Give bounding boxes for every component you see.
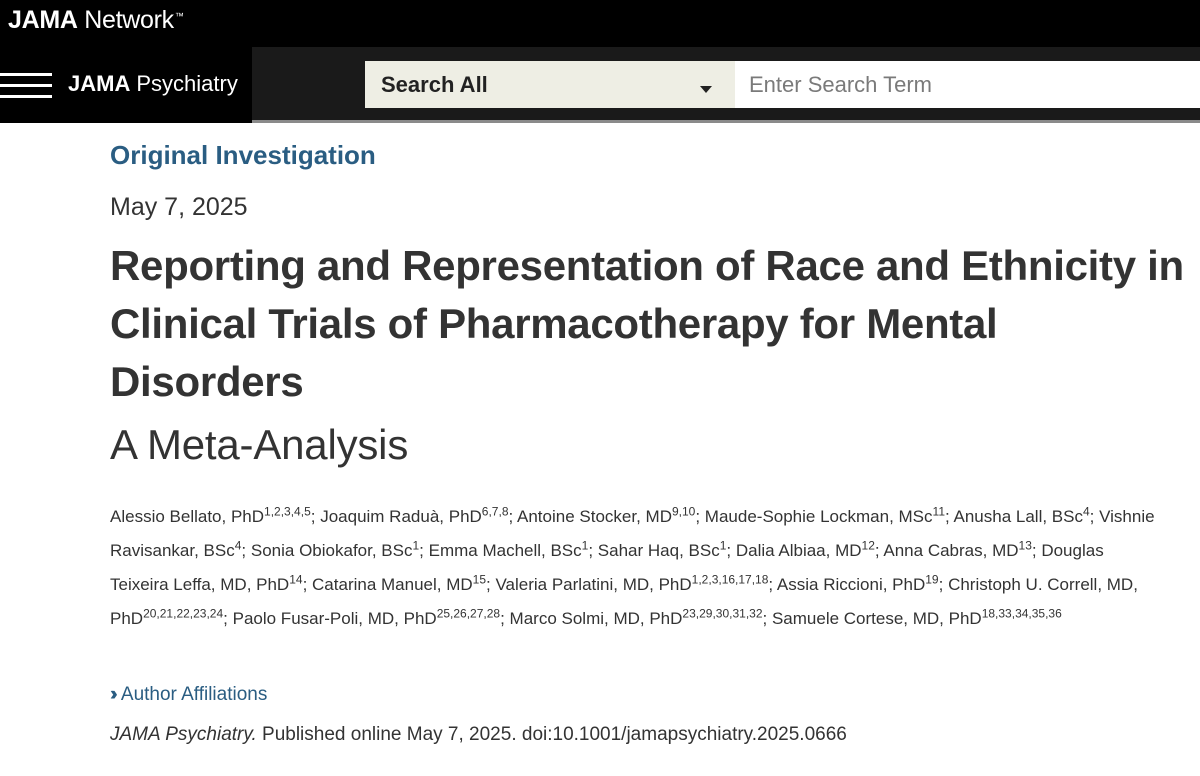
citation-journal: JAMA Psychiatry. [110,724,257,745]
author-affiliation-numbers: 13 [1018,538,1032,553]
author-name[interactable]: Sonia Obiokafor, BSc [250,541,413,560]
author-entry[interactable] [704,504,945,526]
author-list: Alessio Bellato, PhD$^{1,2,3,4,5}$; Joaquim Raduà, PhD$^{6,7,8}$; Antoine Stocker, MD$^{9,10}$; Maude-Sophie Lockman, MSc$^{11}$; Anusha Lall, BSc$^4$; Vishnie Ravisankar, BSc$^4$; Sonia Obiokafor, BSc$^1$; Emma Machell, BSc$^1$; Sahar Haq, BSc$^1$; Dalia Albiaa, MD$^{12}$; Anna Cabras, MD$^{13}$; Douglas Teixeira Leffa, MD, PhD$^{14}$; Catarina Manuel, MD$^{15}$; Valeria Parlatini, MD, PhD$^{1,2,3,16,17,18}$; Assia Riccioni, PhD$^{19}$; Christoph U. Correll, MD, PhD$^{20,21,22,23,24}$; Paolo Fusar-Poli, MD, PhD$^{25,26,27,28}$; Marco Solmi, MD, PhD$^{23,29,30,31,32}$; Samuele Cortese, MD, PhD$^{18,33,34,35,36}$ [110,504,1155,628]
author-affiliation-numbers: 9,10 [671,504,696,519]
author-entry[interactable] [883,538,1032,560]
citation-details: Published online May 7, 2025. doi:10.1001/jamapsychiatry.2025.0666 [262,724,847,745]
author-name[interactable]: Anna Cabras, MD [883,541,1019,560]
author-affiliation-numbers: 25,26,27,28 [436,606,501,621]
author-affiliations-link[interactable]: ›› Author Affiliations [110,684,268,705]
author-name[interactable]: Anusha Lall, BSc [953,507,1083,526]
author-entry[interactable] [312,572,487,594]
author-affiliation-numbers: 1 [719,538,727,553]
author-entry[interactable] [495,572,769,594]
author-entry[interactable] [320,504,509,526]
search-scope-label: Search All [381,72,488,97]
author-affiliation-numbers: 4 [234,538,242,553]
author-entry[interactable] [776,572,939,594]
author-affiliation-numbers: 1,2,3,16,17,18 [691,572,769,587]
publication-date: May 7, 2025 [110,193,248,221]
hamburger-menu-icon[interactable] [0,69,52,101]
author-name[interactable]: Marco Solmi, MD, PhD [509,609,683,628]
author-affiliation-numbers: 1 [581,538,589,553]
author-entry[interactable] [517,504,696,526]
author-affiliation-numbers: 19 [925,572,939,587]
author-name[interactable]: Emma Machell, BSc [428,541,582,560]
author-name[interactable]: Christoph U. Correll, MD, PhD [110,575,1138,628]
author-name[interactable]: Catarina Manuel, MD [312,575,473,594]
author-affiliation-numbers: 14 [289,572,303,587]
author-name[interactable]: Maude-Sophie Lockman, MSc [704,507,933,526]
author-affiliation-numbers: 12 [861,538,875,553]
author-entry[interactable] [250,538,420,560]
search-scope-select[interactable] [365,61,735,108]
author-name[interactable]: Alessio Bellato, PhD [110,507,265,526]
article-title: Reporting and Representation of Race and Ethnicity in Clinical Trials of Pharmacotherapy for Mental Disorders [110,242,1184,405]
jama-network-logo[interactable]: JAMA Network™ [8,6,184,34]
journal-branding [0,47,252,123]
author-entry[interactable] [735,538,875,560]
author-name[interactable]: Paolo Fusar-Poli, MD, PhD [232,609,437,628]
author-affiliation-numbers: 1 [412,538,420,553]
author-name[interactable]: Joaquim Raduà, PhD [320,507,482,526]
author-name[interactable]: Valeria Parlatini, MD, PhD [495,575,692,594]
author-name[interactable]: Antoine Stocker, MD [517,507,672,526]
author-entry[interactable] [428,538,589,560]
article-type[interactable]: Original Investigation [110,140,376,170]
author-entry[interactable] [232,606,501,628]
network-bar [0,0,1200,47]
search-input[interactable] [735,61,1200,108]
author-name[interactable]: Assia Riccioni, PhD [776,575,926,594]
journal-logo[interactable]: JAMA Psychiatry [68,71,238,96]
author-entry[interactable] [597,538,727,560]
author-name[interactable]: Sahar Haq, BSc [597,541,720,560]
author-affiliation-numbers: 11 [932,504,945,519]
author-entry[interactable] [953,504,1090,526]
author-name[interactable]: Vishnie Ravisankar, BSc [110,507,1155,560]
author-affiliation-numbers: 20,21,22,23,24 [143,606,224,621]
chevron-down-icon[interactable] [700,86,712,93]
author-affiliation-numbers: 4 [1082,504,1090,519]
author-affiliation-numbers: 6,7,8 [481,504,509,519]
author-affiliation-numbers: 23,29,30,31,32 [682,606,763,621]
author-affiliation-numbers: 15 [472,572,487,587]
author-name[interactable]: Dalia Albiaa, MD [735,541,862,560]
author-affiliation-numbers: 1,2,3,4,5 [264,504,311,519]
journal-header [0,47,1200,123]
author-entry[interactable] [509,606,763,628]
author-affiliation-numbers: 18,33,34,35,36 [981,606,1062,621]
author-name[interactable]: Douglas Teixeira Leffa, MD, PhD [110,541,1104,594]
article-subtitle: A Meta-Analysis [110,421,409,468]
citation [110,724,847,746]
double-chevron-right-icon: ›› [110,684,113,705]
author-entry[interactable] [110,504,311,526]
author-entry[interactable] [771,606,1062,628]
author-name[interactable]: Samuele Cortese, MD, PhD [771,609,982,628]
